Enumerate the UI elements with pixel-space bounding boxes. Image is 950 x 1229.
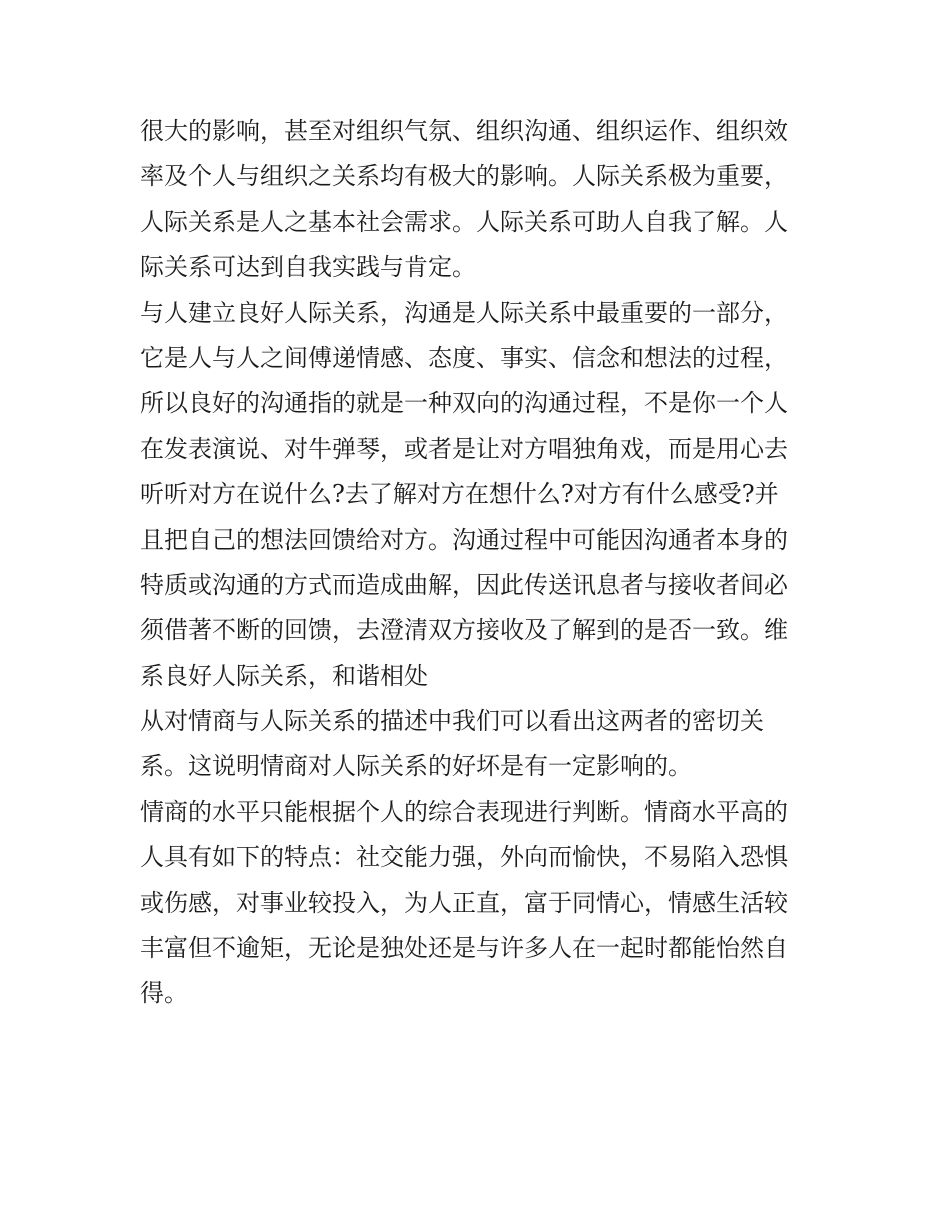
text-line-10: 且把自己的想法回馈给对方。沟通过程中可能因沟通者本身的 xyxy=(140,525,788,554)
text-line-2: 率及个人与组织之关系均有极大的影响。人际关系极为重要， xyxy=(140,162,788,191)
text-line-16: 情商的水平只能根据个人的综合表现进行判断。情商水平高的 xyxy=(140,797,788,826)
text-line-4: 际关系可达到自我实践与肯定。 xyxy=(140,253,476,282)
text-line-19: 丰富但不逾矩，无论是独处还是与许多人在一起时都能怡然自 xyxy=(140,934,788,963)
text-line-18: 或伤感，对事业较投入，为人正直，富于同情心，情感生活较 xyxy=(140,888,788,917)
text-line-6: 它是人与人之间傅递情感、态度、事实、信念和想法的过程， xyxy=(140,343,788,372)
text-line-7: 所以良好的沟通指的就是一种双向的沟通过程，不是你一个人 xyxy=(140,389,788,418)
text-line-15: 系。这说明情商对人际关系的好坏是有一定影响的。 xyxy=(140,752,692,781)
text-line-17: 人具有如下的特点：社交能力强，外向而愉快，不易陷入恐惧 xyxy=(140,843,788,872)
text-line-20: 得。 xyxy=(140,979,188,1008)
text-line-11: 特质或沟通的方式而造成曲解，因此传送讯息者与接收者间必 xyxy=(140,570,788,599)
text-line-14: 从对情商与人际关系的描述中我们可以看出这两者的密切关 xyxy=(140,707,764,736)
text-line-9: 听听对方在说什么?去了解对方在想什么?对方有什么感受?并 xyxy=(140,480,779,509)
text-line-5: 与人建立良好人际关系，沟通是人际关系中最重要的一部分， xyxy=(140,298,788,327)
document-body xyxy=(140,109,812,1017)
text-line-13: 系良好人际关系，和谐相处 xyxy=(140,661,428,690)
text-line-1: 很大的影响，甚至对组织气氛、组织沟通、组织运作、组织效 xyxy=(140,117,788,145)
text-line-12: 须借著不断的回馈，去澄清双方接收及了解到的是否一致。维 xyxy=(140,616,788,645)
text-line-8: 在发表演说、对牛弹琴，或者是让对方唱独角戏，而是用心去 xyxy=(140,434,788,463)
text-line-3: 人际关系是人之基本社会需求。人际关系可助人自我了解。人 xyxy=(140,207,788,236)
